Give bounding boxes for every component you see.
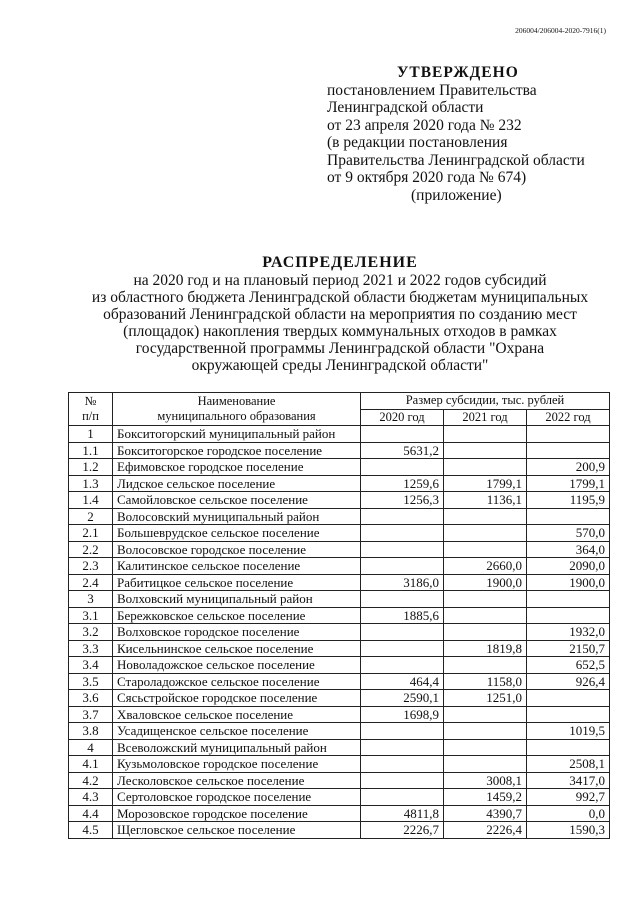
row-value-2020: 2590,1 (361, 690, 444, 707)
row-value-2020: 4811,8 (361, 805, 444, 822)
row-value-2022 (527, 607, 610, 624)
table-row (69, 673, 610, 690)
row-value-2020: 1259,6 (361, 475, 444, 492)
row-value-2022: 2090,0 (527, 558, 610, 575)
row-value-2020 (361, 657, 444, 674)
row-number: 1.3 (69, 475, 113, 492)
row-name: Староладожское сельское поселение (113, 673, 361, 690)
header-name-top: Наименование (197, 394, 276, 408)
row-number: 2.3 (69, 558, 113, 575)
row-value-2021 (444, 459, 527, 476)
table-row (69, 789, 610, 806)
table-row (69, 426, 610, 443)
heading-title: РАСПРЕДЕЛЕНИЕ (262, 254, 418, 271)
row-value-2021 (444, 591, 527, 608)
approval-line: постановлением Правительства (327, 81, 537, 99)
row-number: 1 (69, 426, 113, 443)
approval-line: от 9 октября 2020 года № 674) (327, 169, 527, 186)
row-name: Бокситогорское городское поселение (113, 442, 361, 459)
row-number: 3.8 (69, 723, 113, 740)
row-value-2021 (444, 723, 527, 740)
document-code: 206004/206004-2020-7916(1) (515, 26, 606, 35)
row-number: 1.1 (69, 442, 113, 459)
row-value-2021: 4390,7 (444, 805, 527, 822)
row-value-2021 (444, 508, 527, 525)
row-value-2020 (361, 541, 444, 558)
table-row (69, 558, 610, 575)
row-name: Новоладожское сельское поселение (113, 657, 361, 674)
header-number (69, 393, 113, 426)
row-value-2022: 926,4 (527, 673, 610, 690)
table-row (69, 574, 610, 591)
table-row (69, 541, 610, 558)
row-name: Волховский муниципальный район (113, 591, 361, 608)
table-row (69, 508, 610, 525)
row-value-2022 (527, 706, 610, 723)
row-value-2022: 3417,0 (527, 772, 610, 789)
row-value-2022: 570,0 (527, 525, 610, 542)
row-name: Калитинское сельское поселение (113, 558, 361, 575)
row-value-2020: 1698,9 (361, 706, 444, 723)
approval-line: Ленинградской области (327, 99, 484, 116)
heading-line: (площадок) накопления твердых коммунальных отходов в рамках (123, 323, 557, 340)
row-number: 4.2 (69, 772, 113, 789)
row-number: 2.4 (69, 574, 113, 591)
header-year-2022: 2022 год (527, 409, 610, 426)
row-value-2020 (361, 789, 444, 806)
row-number: 4.3 (69, 789, 113, 806)
row-name: Кисельнинское сельское поселение (113, 640, 361, 657)
approval-line: Правительства Ленинградской области (327, 151, 585, 169)
row-value-2022 (527, 591, 610, 608)
row-value-2020 (361, 426, 444, 443)
row-number: 3 (69, 591, 113, 608)
row-value-2021 (444, 426, 527, 443)
row-value-2021: 1819,8 (444, 640, 527, 657)
row-name: Лесколовское сельское поселение (113, 772, 361, 789)
row-number: 3.5 (69, 673, 113, 690)
row-value-2022: 1900,0 (527, 574, 610, 591)
row-value-2020 (361, 508, 444, 525)
header-number-top: № (84, 394, 97, 408)
row-value-2021 (444, 657, 527, 674)
row-value-2020 (361, 525, 444, 542)
row-value-2022 (527, 442, 610, 459)
row-value-2021: 1136,1 (444, 492, 527, 509)
subsidy-table (68, 392, 610, 839)
row-value-2022: 1195,9 (527, 492, 610, 509)
row-value-2021 (444, 624, 527, 641)
row-name: Сясьстройское городское поселение (113, 690, 361, 707)
row-value-2021: 1900,0 (444, 574, 527, 591)
row-name: Волосовское городское поселение (113, 541, 361, 558)
row-number: 4.1 (69, 756, 113, 773)
row-value-2020 (361, 591, 444, 608)
row-number: 2.2 (69, 541, 113, 558)
row-value-2020: 2226,7 (361, 822, 444, 839)
row-value-2022 (527, 690, 610, 707)
row-number: 1.2 (69, 459, 113, 476)
row-value-2021 (444, 607, 527, 624)
row-value-2021: 1799,1 (444, 475, 527, 492)
table-row (69, 772, 610, 789)
row-name: Кузьмоловское городское поселение (113, 756, 361, 773)
header-name (113, 393, 361, 426)
row-name: Ефимовское городское поселение (113, 459, 361, 476)
table-row (69, 756, 610, 773)
row-number: 3.4 (69, 657, 113, 674)
table-row (69, 690, 610, 707)
approval-block (327, 64, 585, 204)
row-number: 2 (69, 508, 113, 525)
row-value-2021: 2660,0 (444, 558, 527, 575)
table-row (69, 607, 610, 624)
row-name: Всеволожский муниципальный район (113, 739, 361, 756)
row-value-2022: 992,7 (527, 789, 610, 806)
row-value-2020 (361, 640, 444, 657)
row-name: Бережковское сельское поселение (113, 607, 361, 624)
row-value-2020: 1885,6 (361, 607, 444, 624)
row-name: Хваловское сельское поселение (113, 706, 361, 723)
row-value-2021: 3008,1 (444, 772, 527, 789)
table-row (69, 805, 610, 822)
table-row (69, 624, 610, 641)
row-value-2020: 3186,0 (361, 574, 444, 591)
table-row (69, 459, 610, 476)
row-value-2020 (361, 459, 444, 476)
table-row (69, 525, 610, 542)
row-value-2022: 652,5 (527, 657, 610, 674)
heading-line: образований Ленинградской области на мероприятия по созданию мест (103, 306, 577, 323)
row-value-2022 (527, 739, 610, 756)
row-number: 3.6 (69, 690, 113, 707)
row-value-2020 (361, 624, 444, 641)
row-number: 2.1 (69, 525, 113, 542)
row-value-2020 (361, 756, 444, 773)
header-amount: Размер субсидии, тыс. рублей (361, 393, 610, 410)
row-number: 3.1 (69, 607, 113, 624)
row-value-2020 (361, 558, 444, 575)
row-value-2022: 1590,3 (527, 822, 610, 839)
row-number: 4.5 (69, 822, 113, 839)
approval-line: (в редакции постановления (327, 134, 508, 151)
row-name: Самойловское сельское поселение (113, 492, 361, 509)
table-row (69, 591, 610, 608)
row-value-2021: 1251,0 (444, 690, 527, 707)
table-row (69, 723, 610, 740)
row-number: 1.4 (69, 492, 113, 509)
row-value-2021: 1158,0 (444, 673, 527, 690)
row-value-2021 (444, 541, 527, 558)
row-value-2021 (444, 525, 527, 542)
heading-line: государственной программы Ленинградской области "Охрана (135, 340, 545, 357)
table-row (69, 475, 610, 492)
row-number: 3.7 (69, 706, 113, 723)
table-row (69, 739, 610, 756)
row-value-2021: 2226,4 (444, 822, 527, 839)
row-value-2020: 464,4 (361, 673, 444, 690)
row-name: Усадищенское сельское поселение (113, 723, 361, 740)
row-value-2022: 364,0 (527, 541, 610, 558)
row-value-2022 (527, 426, 610, 443)
row-value-2022 (527, 508, 610, 525)
row-name: Волховское городское поселение (113, 624, 361, 641)
row-name: Сертоловское городское поселение (113, 789, 361, 806)
row-number: 4.4 (69, 805, 113, 822)
row-value-2020 (361, 723, 444, 740)
row-number: 4 (69, 739, 113, 756)
approval-line: от 23 апреля 2020 года № 232 (327, 116, 522, 134)
row-name: Морозовское городское поселение (113, 805, 361, 822)
header-year-2021: 2021 год (444, 409, 527, 426)
table-row (69, 822, 610, 839)
row-value-2020: 1256,3 (361, 492, 444, 509)
row-value-2020 (361, 739, 444, 756)
row-value-2022: 2508,1 (527, 756, 610, 773)
row-value-2022: 0,0 (527, 805, 610, 822)
table-row (69, 706, 610, 723)
row-name: Большеврудское сельское поселение (113, 525, 361, 542)
row-name: Бокситогорский муниципальный район (113, 426, 361, 443)
row-value-2022: 2150,7 (527, 640, 610, 657)
header-number-bottom: п/п (82, 409, 99, 423)
row-value-2021 (444, 739, 527, 756)
table-body (69, 426, 610, 839)
header-name-bottom: муниципального образования (157, 409, 316, 423)
heading-line: на 2020 год и на плановый период 2021 и 2022 годов субсидий (133, 272, 547, 289)
heading-line: окружающей среды Ленинградской области" (191, 357, 489, 374)
row-value-2022: 200,9 (527, 459, 610, 476)
row-value-2021: 1459,2 (444, 789, 527, 806)
row-value-2020 (361, 772, 444, 789)
heading-line: из областного бюджета Ленинградской области бюджетам муниципальных (91, 289, 589, 306)
row-value-2021 (444, 756, 527, 773)
row-name: Лидское сельское поселение (113, 475, 361, 492)
row-name: Волосовский муниципальный район (113, 508, 361, 525)
row-number: 3.3 (69, 640, 113, 657)
row-number: 3.2 (69, 624, 113, 641)
appendix-label: (приложение) (411, 186, 502, 204)
approval-title: УТВЕРЖДЕНО (397, 64, 519, 81)
row-value-2022: 1019,5 (527, 723, 610, 740)
table-row (69, 640, 610, 657)
row-name: Щегловское сельское поселение (113, 822, 361, 839)
table-row (69, 492, 610, 509)
document-heading (60, 254, 620, 374)
row-value-2022: 1932,0 (527, 624, 610, 641)
header-year-2020: 2020 год (361, 409, 444, 426)
row-name: Рабитицкое сельское поселение (113, 574, 361, 591)
row-value-2021 (444, 442, 527, 459)
row-value-2021 (444, 706, 527, 723)
table-row (69, 657, 610, 674)
table-row (69, 442, 610, 459)
row-value-2022: 1799,1 (527, 475, 610, 492)
row-value-2020: 5631,2 (361, 442, 444, 459)
